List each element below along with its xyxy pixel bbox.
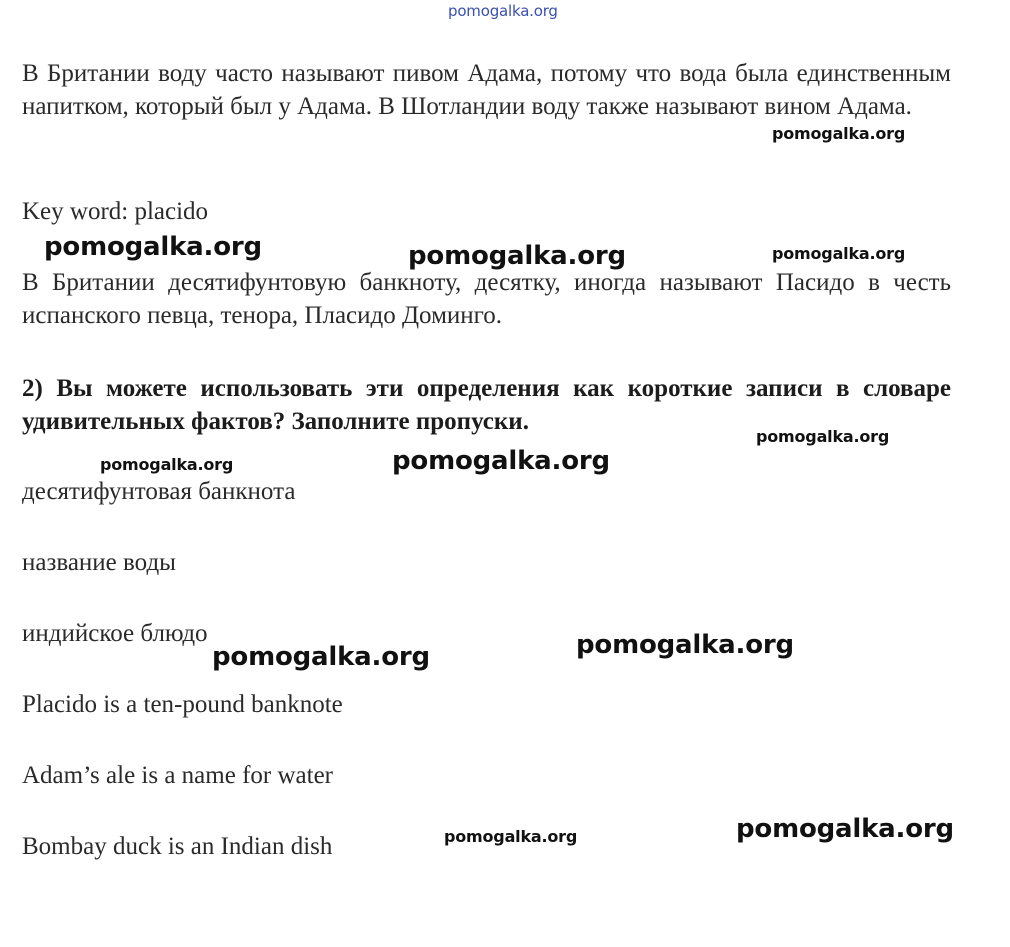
watermark: pomogalka.org <box>392 446 610 476</box>
task-heading: 2) Вы можете использовать эти определения как короткие записи в словаре удивительных фактов? Заполните пропуски. <box>22 375 951 435</box>
answer-item: Bombay duck is an Indian dish <box>22 833 333 860</box>
watermark: pomogalka.org <box>576 630 794 660</box>
watermark: pomogalka.org <box>100 455 234 474</box>
definition-item: десятифунтовая банкнота <box>22 478 296 505</box>
watermark: pomogalka.org <box>772 244 906 263</box>
paragraph-placido: В Британии десятифунтовую банкноту, десятку, иногда называют Пасидо в честь испанского певца, тенора, Пласидо Доминго. <box>22 269 951 329</box>
watermark: pomogalka.org <box>756 427 890 446</box>
answer-item: Adam’s ale is a name for water <box>22 762 333 789</box>
definition-item: индийское блюдо <box>22 620 208 647</box>
watermark: pomogalka.org <box>736 814 954 844</box>
watermark: pomogalka.org <box>212 642 430 672</box>
paragraph-adams-ale: В Британии воду часто называют пивом Адама, потому что вода была единственным напитком, который был у Адама. В Шотландии воду также называют вином Адама. <box>22 60 951 120</box>
definition-item: название воды <box>22 549 176 576</box>
watermark: pomogalka.org <box>408 241 626 271</box>
watermark: pomogalka.org <box>44 232 262 262</box>
watermark-top: pomogalka.org <box>448 2 558 20</box>
answer-item: Placido is a ten-pound banknote <box>22 691 343 718</box>
keyword-line: Key word: placido <box>22 198 209 225</box>
watermark: pomogalka.org <box>444 827 578 846</box>
watermark: pomogalka.org <box>772 124 906 143</box>
